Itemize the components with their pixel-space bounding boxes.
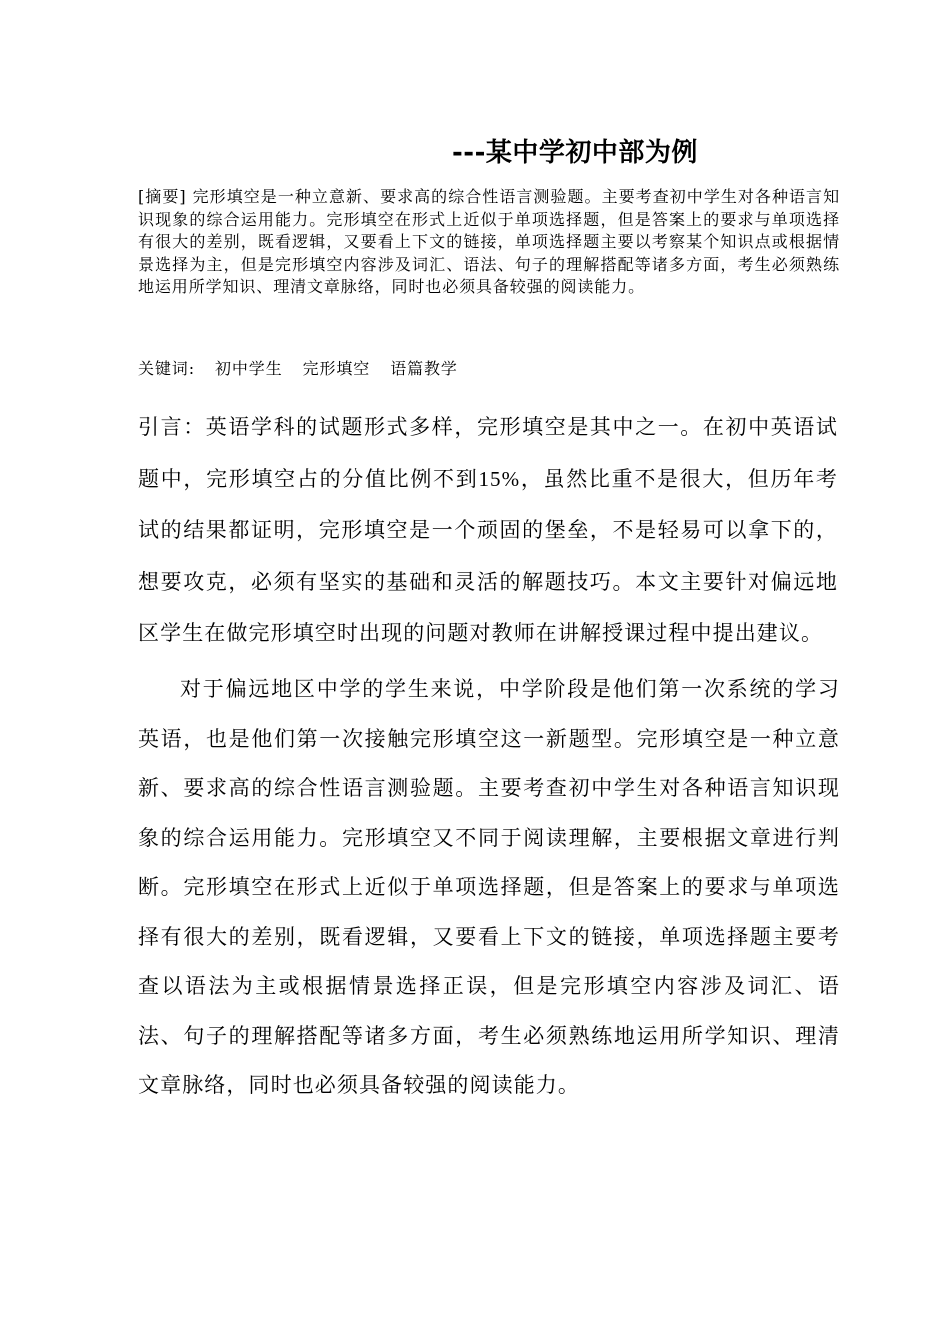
keyword-item: 初中学生: [215, 359, 283, 378]
keywords-label: 关键词:: [138, 359, 195, 378]
document-subtitle: ---某中学初中部为例: [452, 138, 698, 168]
abstract-paragraph: [摘要] 完形填空是一种立意新、要求高的综合性语言测验题。主要考查初中学生对各种语言知识现象的综合运用能力。完形填空在形式上近似于单项选择题，但是答案上的要求与单项选择有很大的差别，既看逻辑，又要看上下文的链接，单项选择题主要以考察某个知识点或根据情景选择为主，但是完形填空内容涉及词汇、语法、句子的理解搭配等诸多方面，考生必须熟练地运用所学知识、理清文章脉络，同时也必须具备较强的阅读能力。: [138, 187, 840, 296]
keyword-item: 语篇教学: [390, 359, 458, 378]
keyword-item: 完形填空: [302, 359, 371, 378]
intro-paragraph: 引言：英语学科的试题形式多样，完形填空是其中之一。在初中英语试题中，完形填空占的分值比例不到15%，虽然比重不是很大，但历年考试的结果都证明，完形填空是一个顽固的堡垒，不是轻易可以拿下的，想要攻克，必须有坚实的基础和灵活的解题技巧。本文主要针对偏远地区学生在做完形填空时出现的问题对教师在讲解授课过程中提出建议。: [138, 415, 838, 645]
body-paragraph: 对于偏远地区中学的学生来说，中学阶段是他们第一次系统的学习英语，也是他们第一次接触完形填空这一新题型。完形填空是一种立意新、要求高的综合性语言测验题。主要考查初中学生对各种语言知识现象的综合运用能力。完形填空又不同于阅读理解，主要根据文章进行判断。完形填空在形式上近似于单项选择题，但是答案上的要求与单项选择有很大的差别，既看逻辑，又要看上下文的链接，单项选择题主要考查以语法为主或根据情景选择正误，但是完形填空内容涉及词汇、语法、句子的理解搭配等诸多方面，考生必须熟练地运用所学知识、理清文章脉络，同时也必须具备较强的阅读能力。: [138, 677, 840, 1097]
keywords-line: [138, 358, 458, 380]
